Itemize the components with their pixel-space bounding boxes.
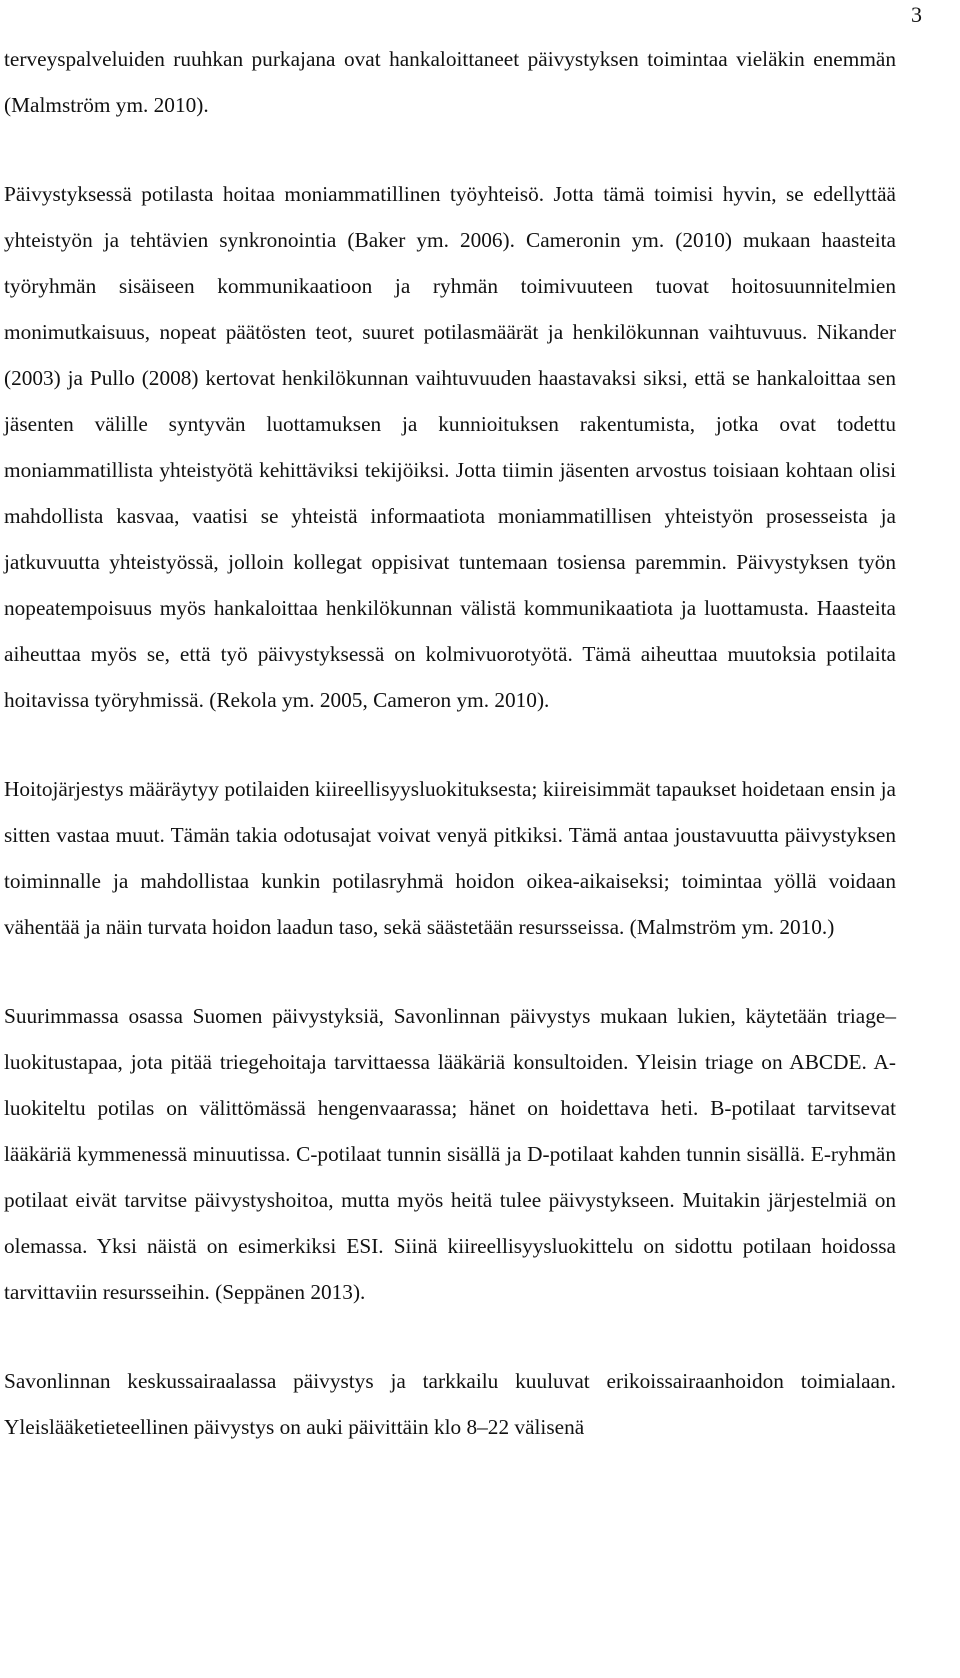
paragraph-savonlinna: Savonlinnan keskussairaalassa päivystys ja tarkkailu kuuluvat erikoissairaanhoidon toimialaan. Yleislääketieteellinen päivystys on auki päivittäin klo 8–22 välisenä xyxy=(4,1369,896,1439)
page-number: 3 xyxy=(911,2,922,27)
document-body xyxy=(4,36,896,1450)
paragraph-triage: Suurimmassa osassa Suomen päivystyksiä, Savonlinnan päivystys mukaan lukien, käytetään triage–luokitustapaa, jota pitää triegehoitaja tarvittaessa lääkäriä konsultoiden. Yleisin triage on ABCDE. A-luokiteltu potilas on välittömässä hengenvaarassa; hänet on hoidettava heti. B-potilaat tarvitsevat lääkäriä kymmenessä minuutissa. C-potilaat tunnin sisällä ja D-potilaat kahden tunnin sisällä. E-ryhmän potilaat eivät tarvitse päivystyshoitoa, mutta myös heitä tulee päivystykseen. Muitakin järjestelmiä on olemassa. Yksi näistä on esimerkiksi ESI. Siinä kiireellisyysluokittelu on sidottu potilaan hoidossa tarvittaviin resursseihin. (Seppänen 2013). xyxy=(4,1004,896,1304)
paragraph-teamwork: Päivystyksessä potilasta hoitaa moniammatillinen työyhteisö. Jotta tämä toimisi hyvin, se edellyttää yhteistyön ja tehtävien synkronointia (Baker ym. 2006). Cameronin ym. (2010) mukaan haasteita työryhmän sisäiseen kommunikaatioon ja ryhmän toimivuuteen tuovat hoitosuunnitelmien monimutkaisuus, nopeat päätösten teot, suuret potilasmäärät ja henkilökunnan vaihtuvuus. Nikander (2003) ja Pullo (2008) kertovat henkilökunnan vaihtuvuuden haastavaksi siksi, että se hankaloittaa sen jäsenten välille syntyvän luottamuksen ja kunnioituksen rakentumista, jotka ovat todettu moniammatillista yhteistyötä kehittäviksi tekijöiksi. Jotta tiimin jäsenten arvostus toisiaan kohtaan olisi mahdollista kasvaa, vaatisi se yhteistä informaatiota moniammatillisen yhteistyön prosesseista ja jatkuvuutta yhteistyössä, jolloin kollegat oppisivat tuntemaan tosiensa paremmin. Päivystyksen työn nopeatempoisuus myös hankaloittaa henkilökunnan välistä kommunikaatiota ja luottamusta. Haasteita aiheuttaa myös se, että työ päivystyksessä on kolmivuorotyötä. Tämä aiheuttaa muutoksia potilaita hoitavissa työryhmissä. (Rekola ym. 2005, Cameron ym. 2010). xyxy=(4,182,896,712)
paragraph-continuation: terveyspalveluiden ruuhkan purkajana ovat hankaloittaneet päivystyksen toimintaa vieläkin enemmän (Malmström ym. 2010). xyxy=(4,47,896,117)
paragraph-treatment-order: Hoitojärjestys määräytyy potilaiden kiireellisyysluokituksesta; kiireisimmät tapaukset hoidetaan ensin ja sitten vastaa muut. Tämän takia odotusajat voivat venyä pitkiksi. Tämä antaa joustavuutta päivystyksen toiminnalle ja mahdollistaa kunkin potilasryhmä hoidon oikea-aikaiseksi; toimintaa yöllä voidaan vähentää ja näin turvata hoidon laadun taso, sekä säästetään resursseissa. (Malmström ym. 2010.) xyxy=(4,777,896,939)
